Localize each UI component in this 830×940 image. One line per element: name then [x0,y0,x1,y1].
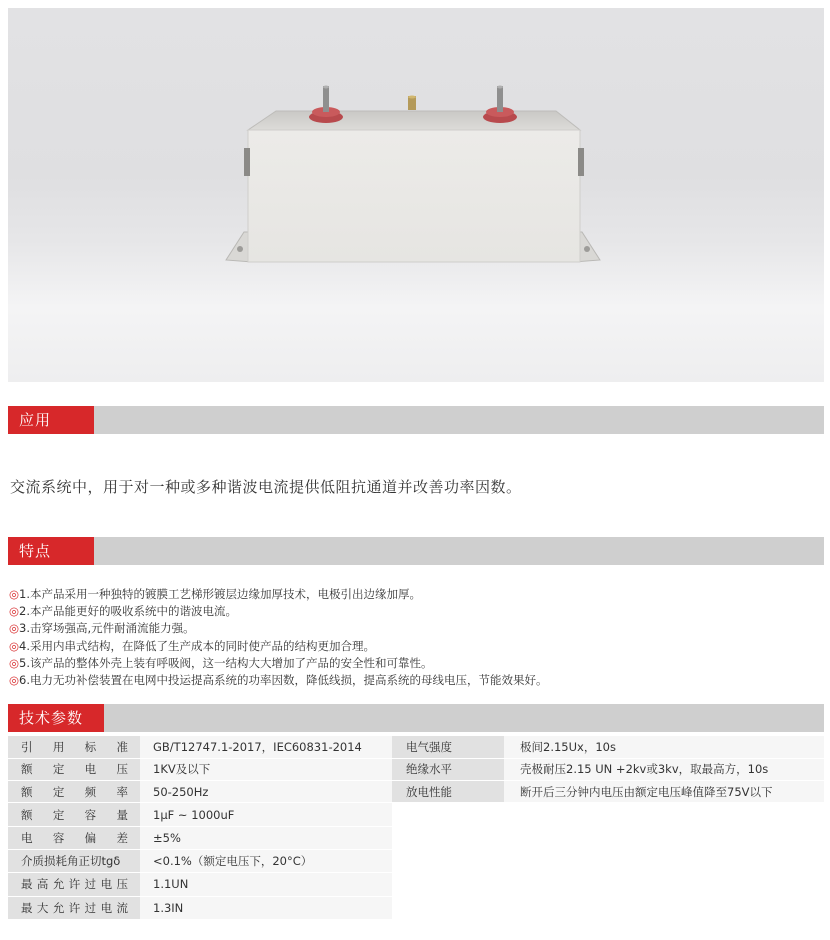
section-header-params [8,704,824,732]
bullet-icon: ◎ [9,587,20,601]
bullet-icon: ◎ [9,604,20,619]
param-value: 极间2.15Ux，10s [504,736,824,758]
feature-item: ◎5.该产品的整体外壳上装有呼吸阀，这一结构大大增加了产品的安全性和可靠性。 [9,655,433,670]
feature-item: ◎2.本产品能更好的吸收系统中的谐波电流。 [9,604,238,619]
feature-item: ◎4.采用内串式结构，在降低了生产成本的同时使产品的结构更加合理。 [9,638,376,653]
bullet-icon: ◎ [9,621,20,636]
param-label: 绝缘水平 [392,758,504,780]
section-title-application: 应用 [8,406,94,434]
bullet-icon: ◎ [9,673,20,688]
table-row [8,758,824,780]
param-label: 最大允许过电流 [8,896,140,919]
param-label: 最高允许过电压 [8,873,140,896]
table-row [8,803,824,826]
capacitor-illustration [8,8,824,382]
table-row [8,781,824,803]
param-label: 额定电压 [8,758,140,780]
param-value: 1μF ~ 1000uF [140,803,392,826]
section-header-features [8,537,824,565]
feature-item: ◎1.本产品采用一种独特的镀膜工艺梯形镀层边缘加厚技术，电极引出边缘加厚。 [9,587,422,601]
table-row [8,849,824,872]
table-row [8,896,824,919]
section-title-params: 技术参数 [8,704,104,732]
table-row [8,826,824,849]
param-value: <0.1%（额定电压下，20°C） [140,849,392,872]
feature-item: ◎6.电力无功补偿装置在电网中投运提高系统的功率因数，降低线损，提高系统的母线电压，节能效果好。 [9,673,548,688]
param-label: 引用标准 [8,736,140,758]
application-text: 交流系统中，用于对一种或多种谐波电流提供低阻抗通道并改善功率因数。 [10,478,522,496]
param-label: 额定容量 [8,803,140,826]
product-photo [8,8,824,382]
param-value: 壳极耐压2.15 UN +2kv或3kv，取最高方，10s [504,758,824,780]
bullet-icon: ◎ [9,638,20,653]
param-value: GB/T12747.1-2017，IEC60831-2014 [140,736,392,758]
param-value: 1.3IN [140,896,392,919]
param-value: 1KV及以下 [140,758,392,780]
param-value: 1.1UN [140,873,392,896]
features-list [9,586,548,689]
bullet-icon: ◎ [9,655,20,670]
table-row [8,736,824,758]
terminal-left [309,86,343,124]
breather-valve [408,96,416,111]
params-table [8,736,824,920]
section-title-features: 特点 [8,537,94,565]
section-header-application [8,406,824,434]
param-label: 电气强度 [392,736,504,758]
param-label: 电容偏差 [8,826,140,849]
feature-item: ◎3.击穿场强高,元件耐涌流能力强。 [9,621,195,636]
terminal-right [483,86,517,124]
param-value: ±5% [140,826,392,849]
param-label: 额定频率 [8,781,140,803]
table-row [8,873,824,896]
param-value: 断开后三分钟内电压由额定电压峰值降至75V以下 [504,781,824,803]
param-value: 50-250Hz [140,781,392,803]
param-label: 介质损耗角正切tgδ [8,849,140,872]
param-label: 放电性能 [392,781,504,803]
